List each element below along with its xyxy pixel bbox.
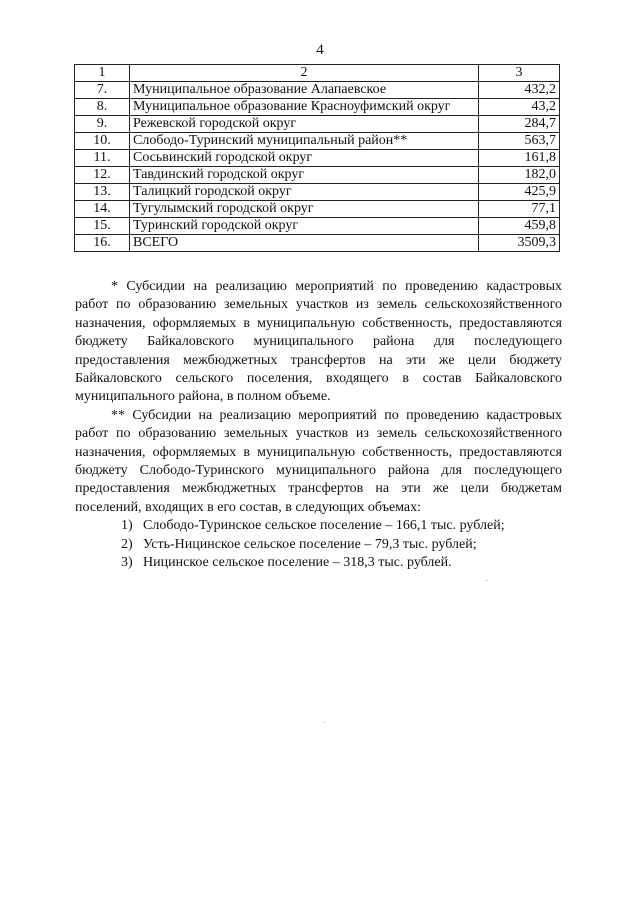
row-value: 161,8: [479, 150, 560, 167]
list-marker: 2): [121, 536, 133, 552]
list-item-text: Усть-Ницинское сельское поселение – 79,3 тыс. рублей;: [143, 536, 477, 552]
table-header-row: [75, 65, 560, 82]
row-name: Тавдинский городской округ: [130, 167, 479, 184]
list-item: [121, 554, 562, 572]
table-row: [75, 99, 560, 116]
row-number: 11.: [75, 150, 130, 167]
row-name: Тугулымский городской округ: [130, 201, 479, 218]
row-number: 15.: [75, 218, 130, 235]
row-value: 3509,3: [479, 235, 560, 252]
header-cell-number: 1: [75, 65, 130, 82]
row-value: 459,8: [479, 218, 560, 235]
row-value: 425,9: [479, 184, 560, 201]
table-row: [75, 184, 560, 201]
table-row: [75, 167, 560, 184]
row-value: 77,1: [479, 201, 560, 218]
list-item: [121, 517, 562, 535]
subsidy-table: [74, 64, 560, 252]
row-number: 7.: [75, 82, 130, 99]
allocation-list: [75, 517, 562, 572]
list-item: [121, 536, 562, 554]
list-item-text: Слободо-Туринское сельское поселение – 166,1 тыс. рублей;: [143, 518, 505, 534]
row-number: 14.: [75, 201, 130, 218]
row-name: Сосьвинский городской округ: [130, 150, 479, 167]
scan-speck: [486, 580, 487, 581]
row-number: 13.: [75, 184, 130, 201]
row-name: Муниципальное образование Алапаевское: [130, 82, 479, 99]
table-row: [75, 150, 560, 167]
table-row: [75, 218, 560, 235]
row-value: 432,2: [479, 82, 560, 99]
row-value: 284,7: [479, 116, 560, 133]
table-total-row: [75, 235, 560, 252]
table-row: [75, 82, 560, 99]
header-cell-value: 3: [479, 65, 560, 82]
scan-speck: [324, 722, 325, 723]
row-name: Туринский городской округ: [130, 218, 479, 235]
list-marker: 1): [121, 518, 133, 534]
row-name: Режевской городской округ: [130, 116, 479, 133]
row-number: 16.: [75, 235, 130, 252]
row-number: 9.: [75, 116, 130, 133]
page-number: 4: [316, 42, 324, 58]
row-number: 10.: [75, 133, 130, 150]
table-row: [75, 201, 560, 218]
row-value: 43,2: [479, 99, 560, 116]
table-row: [75, 116, 560, 133]
row-name: ВСЕГО: [130, 235, 479, 252]
header-cell-name: 2: [130, 65, 479, 82]
footnote-double-asterisk: ** Субсидии на реализацию мероприятий по проведению кадастровых работ по образованию земельных участков из земель сельскохозяйственного назначения, оформляемых в муниципальную собственность, предоставляются бюджету Слободо-Туринского муниципального района для последующего предоставления межбюджетных трансфертов на эти же цели бюджетам поселений, входящих в его состав, в следующих объемах:: [75, 407, 562, 515]
row-name: Слободо-Туринский муниципальный район**: [130, 133, 479, 150]
row-value: 182,0: [479, 167, 560, 184]
row-value: 563,7: [479, 133, 560, 150]
row-number: 12.: [75, 167, 130, 184]
footnotes: [75, 278, 562, 573]
row-name: Муниципальное образование Красноуфимский округ: [130, 99, 479, 116]
row-number: 8.: [75, 99, 130, 116]
table-row: [75, 133, 560, 150]
list-item-text: Ницинское сельское поселение – 318,3 тыс. рублей.: [143, 555, 452, 571]
footnote-single-asterisk: * Субсидии на реализацию мероприятий по проведению кадастровых работ по образованию земельных участков из земель сельскохозяйственного назначения, оформляемых в муниципальную собственность, предоставляются бюджету Байкаловского муниципального района для последующего предоставления межбюджетных трансфертов на эти же цели бюджету Байкаловского сельского поселения, входящего в состав Байкаловского муниципального района, в полном объеме.: [75, 279, 562, 405]
list-marker: 3): [121, 555, 133, 571]
row-name: Талицкий городской округ: [130, 184, 479, 201]
